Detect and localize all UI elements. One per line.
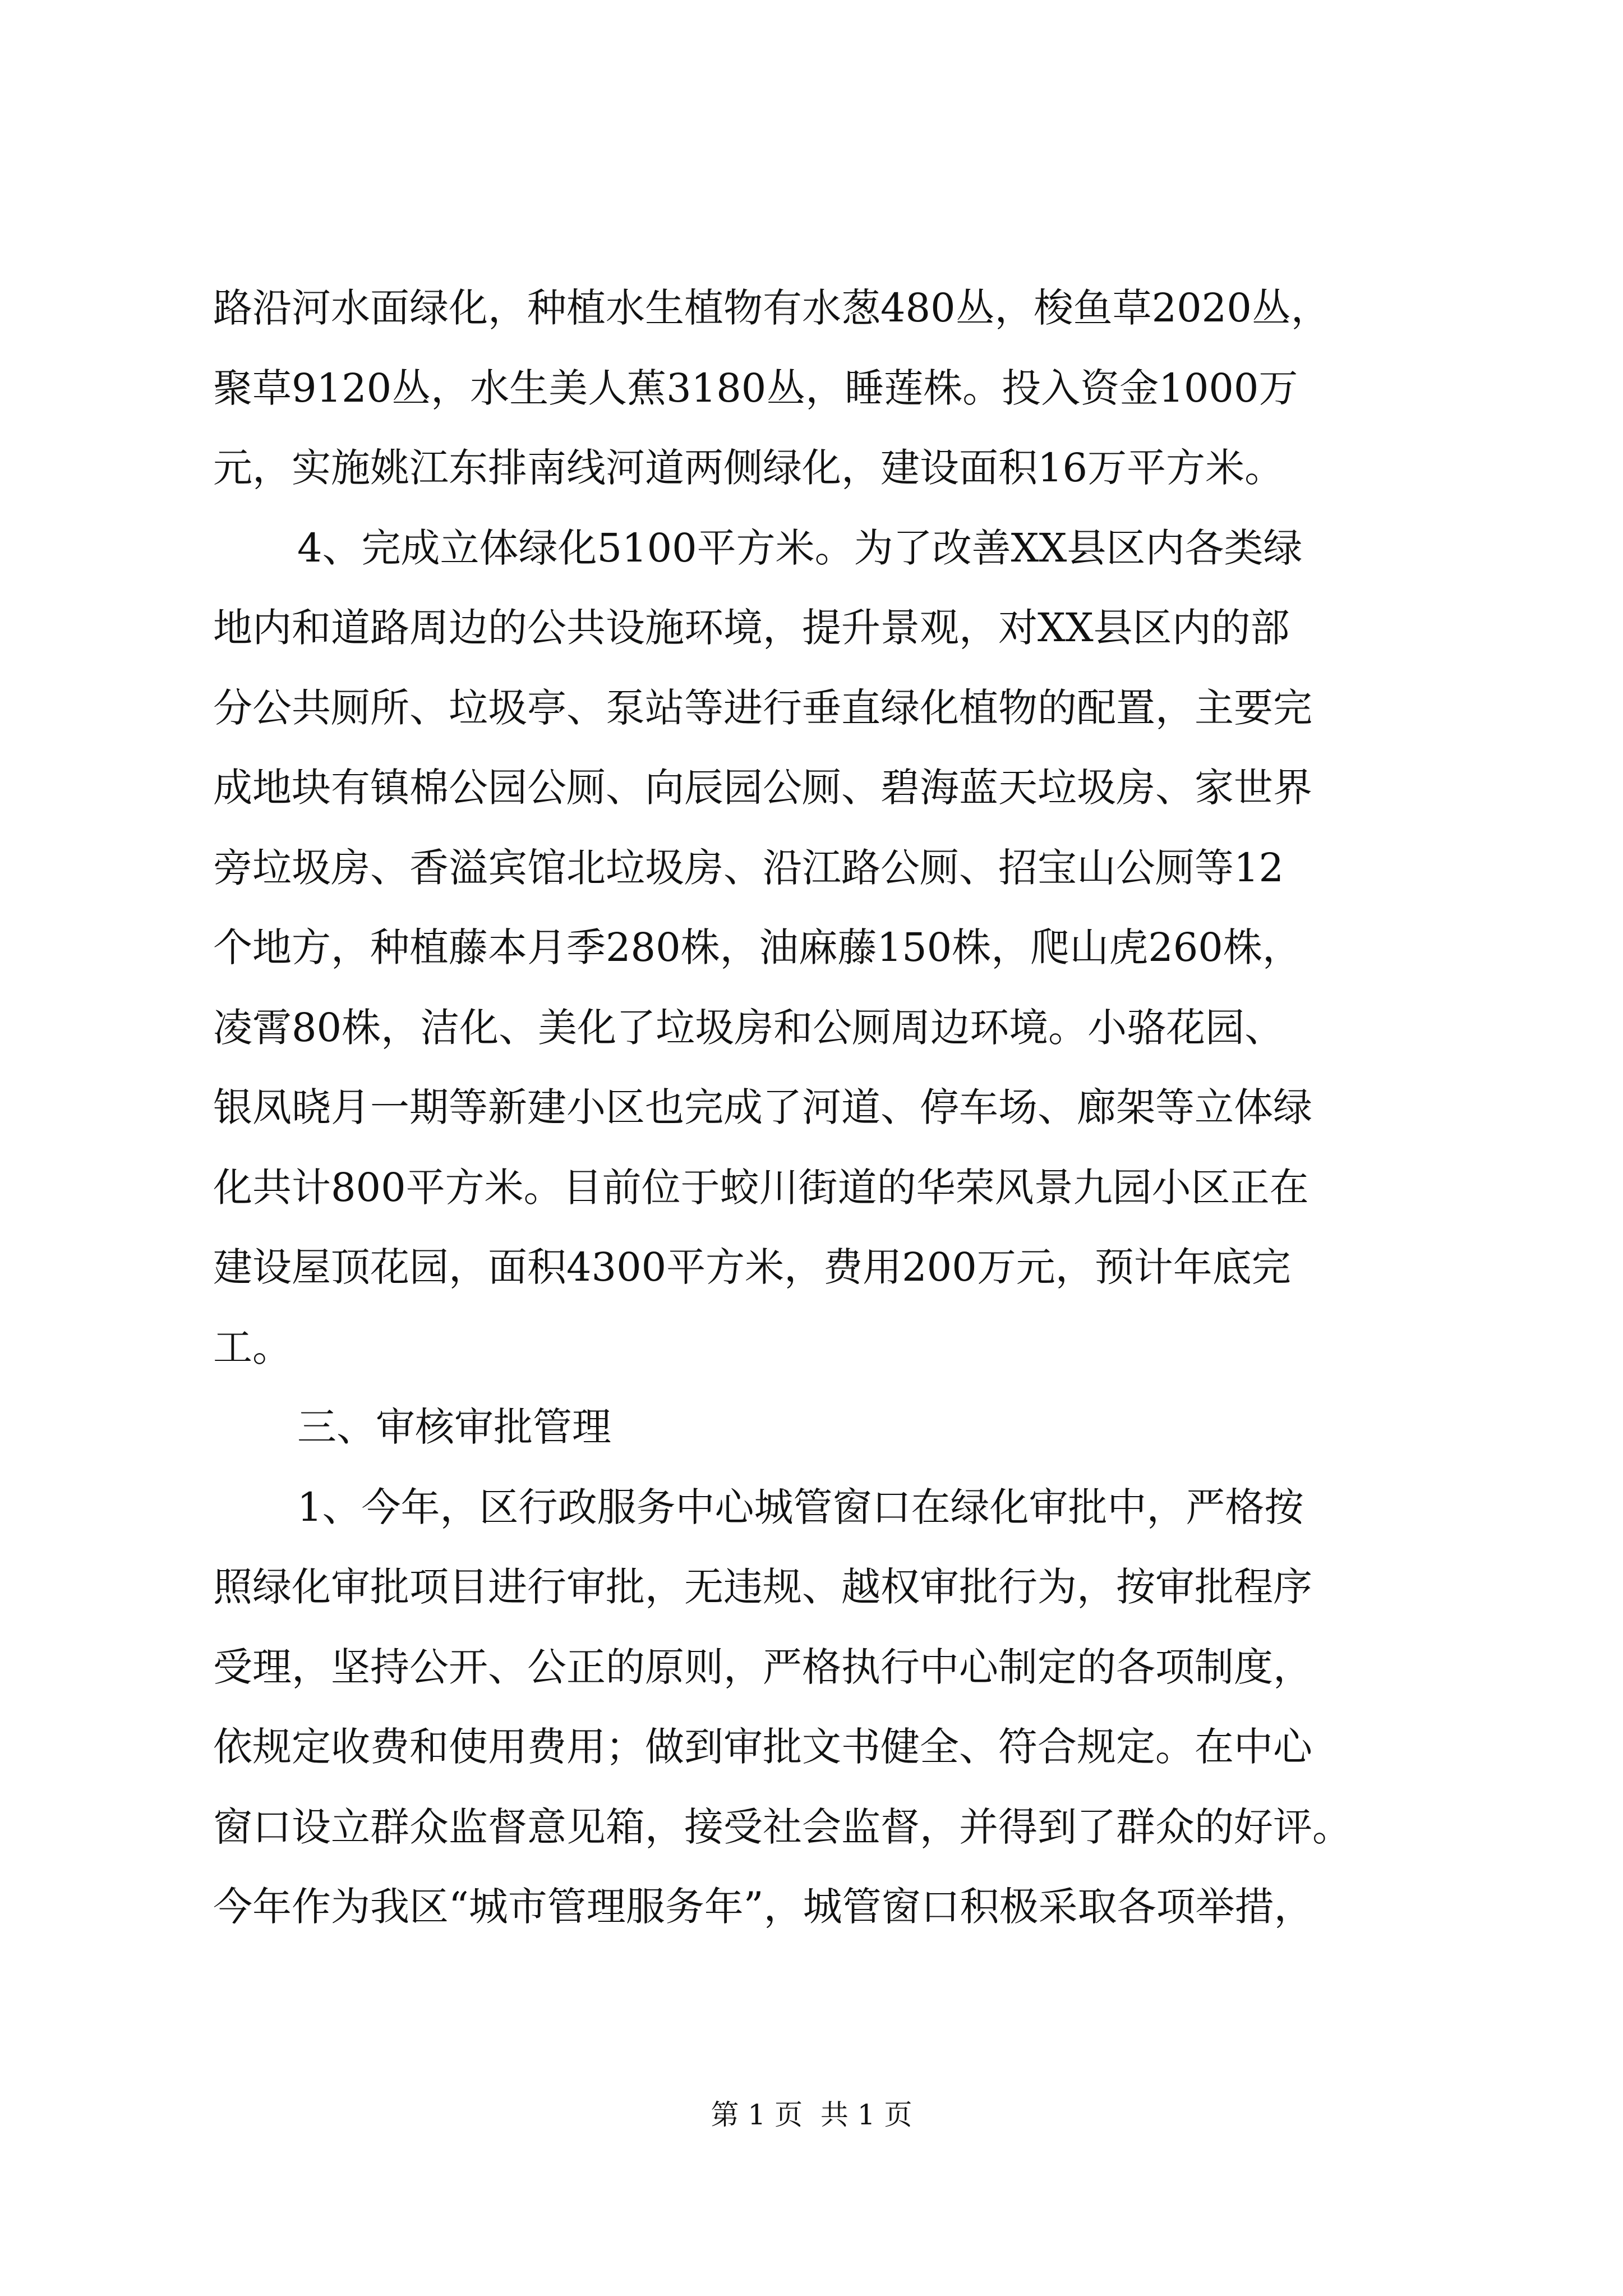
section-heading: 三、审核审批管理 [297, 1404, 611, 1450]
body-line: 工。 [213, 1324, 292, 1370]
body-line: 凌霄80株，洁化、美化了垃圾房和公厕周边环境。小骆花园、 [213, 1004, 1284, 1051]
body-line: 化共计800平方米。目前位于蛟川街道的华荣风景九园小区正在 [213, 1164, 1309, 1211]
page-footer [0, 2097, 1623, 2133]
body-line: 旁垃圾房、香溢宾馆北垃圾房、沿江路公厕、招宝山公厕等12 [213, 844, 1284, 891]
body-line: 建设屋顶花园，面积4300平方米，费用200万元，预计年底完 [213, 1244, 1291, 1290]
paragraph-first-line: 1、今年，区行政服务中心城管窗口在绿化审批中，严格按 [297, 1484, 1304, 1530]
body-line: 照绿化审批项目进行审批，无违规、越权审批行为，按审批程序 [213, 1564, 1312, 1610]
body-line: 受理，坚持公开、公正的原则，严格执行中心制定的各项制度， [213, 1644, 1312, 1690]
body-line: 元，实施姚江东排南线河道两侧绿化，建设面积16万平方米。 [213, 445, 1284, 491]
body-line: 聚草9120丛，水生美人蕉3180丛，睡莲株。投入资金1000万 [213, 365, 1298, 411]
document-body [213, 268, 1422, 1947]
body-line: 今年作为我区“城市管理服务年”，城管窗口积极采取各项举措， [213, 1884, 1313, 1930]
body-line: 成地块有镇棉公园公厕、向辰园公厕、碧海蓝天垃圾房、家世界 [213, 765, 1312, 811]
page-number-label: 第 1 页 共 1 页 [711, 2099, 912, 2131]
body-line: 个地方，种植藤本月季280株，油麻藤150株，爬山虎260株， [213, 924, 1302, 970]
paragraph-first-line: 4、完成立体绿化5100平方米。为了改善XX县区内各类绿 [297, 524, 1303, 571]
body-line: 窗口设立群众监督意见箱，接受社会监督，并得到了群众的好评。 [213, 1803, 1352, 1850]
body-line: 分公共厕所、垃圾亭、泵站等进行垂直绿化植物的配置，主要完 [213, 684, 1312, 731]
body-line: 依规定收费和使用费用；做到审批文书健全、符合规定。在中心 [213, 1724, 1312, 1770]
body-line: 路沿河水面绿化，种植水生植物有水葱480丛，梭鱼草2020丛， [213, 285, 1330, 331]
body-line: 地内和道路周边的公共设施环境，提升景观，对XX县区内的部 [213, 605, 1290, 651]
body-line: 银凤晓月一期等新建小区也完成了河道、停车场、廊架等立体绿 [213, 1084, 1312, 1130]
